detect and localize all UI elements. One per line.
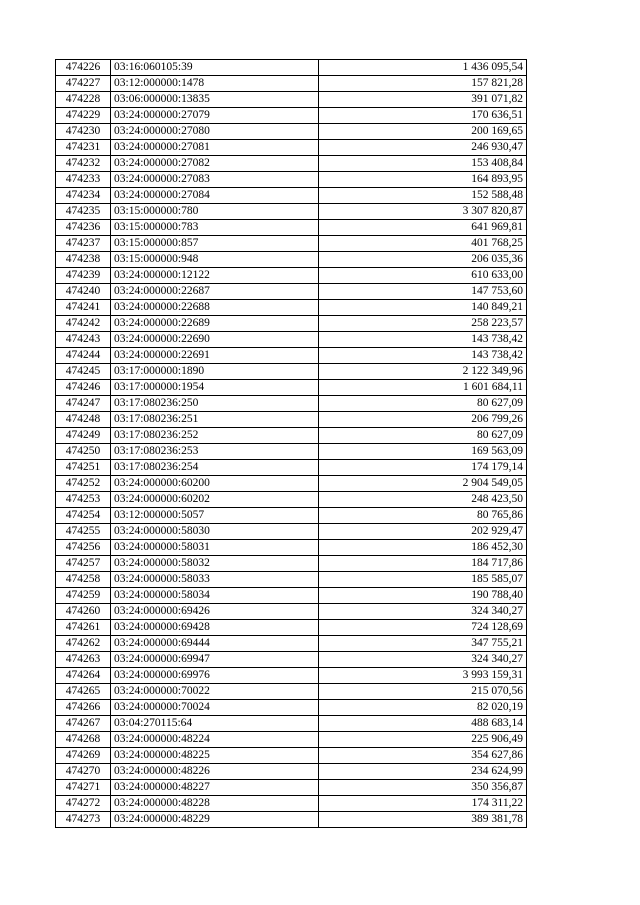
- cadastral-number-cell: 03:06:000000:13835: [111, 92, 319, 108]
- table-row: [56, 732, 527, 748]
- table-row: [56, 492, 527, 508]
- cadastral-number-cell: 03:24:000000:27084: [111, 188, 319, 204]
- cadastral-number-cell: 03:24:000000:60202: [111, 492, 319, 508]
- table-row: [56, 220, 527, 236]
- cadastral-value-cell: 354 627,86: [319, 748, 527, 764]
- row-number-cell: 474261: [56, 620, 111, 636]
- row-number-cell: 474253: [56, 492, 111, 508]
- cadastral-value-cell: 174 311,22: [319, 796, 527, 812]
- cadastral-value-cell: 190 788,40: [319, 588, 527, 604]
- cadastral-value-cell: 610 633,00: [319, 268, 527, 284]
- cadastral-value-cell: 3 993 159,31: [319, 668, 527, 684]
- table-row: [56, 268, 527, 284]
- cadastral-number-cell: 03:24:000000:48228: [111, 796, 319, 812]
- cadastral-number-cell: 03:24:000000:69947: [111, 652, 319, 668]
- row-number-cell: 474273: [56, 812, 111, 828]
- cadastral-value-cell: 324 340,27: [319, 652, 527, 668]
- cadastral-value-cell: 401 768,25: [319, 236, 527, 252]
- table-row: [56, 92, 527, 108]
- row-number-cell: 474263: [56, 652, 111, 668]
- cadastral-value-cell: 202 929,47: [319, 524, 527, 540]
- table-body: [56, 60, 527, 828]
- cadastral-number-cell: 03:24:000000:48224: [111, 732, 319, 748]
- table-row: [56, 124, 527, 140]
- row-number-cell: 474266: [56, 700, 111, 716]
- cadastral-number-cell: 03:24:000000:22687: [111, 284, 319, 300]
- cadastral-value-cell: 82 020,19: [319, 700, 527, 716]
- table-row: [56, 188, 527, 204]
- row-number-cell: 474258: [56, 572, 111, 588]
- row-number-cell: 474241: [56, 300, 111, 316]
- cadastral-value-cell: 143 738,42: [319, 332, 527, 348]
- row-number-cell: 474234: [56, 188, 111, 204]
- table-row: [56, 764, 527, 780]
- table-row: [56, 572, 527, 588]
- table-row: [56, 524, 527, 540]
- cadastral-value-cell: 234 624,99: [319, 764, 527, 780]
- cadastral-value-cell: 185 585,07: [319, 572, 527, 588]
- cadastral-number-cell: 03:24:000000:22691: [111, 348, 319, 364]
- cadastral-number-cell: 03:24:000000:48227: [111, 780, 319, 796]
- cadastral-value-cell: 140 849,21: [319, 300, 527, 316]
- table-row: [56, 380, 527, 396]
- cadastral-number-cell: 03:24:000000:69976: [111, 668, 319, 684]
- cadastral-value-cell: 488 683,14: [319, 716, 527, 732]
- table-row: [56, 204, 527, 220]
- cadastral-value-cell: 170 636,51: [319, 108, 527, 124]
- cadastral-number-cell: 03:24:000000:27083: [111, 172, 319, 188]
- cadastral-value-cell: 246 930,47: [319, 140, 527, 156]
- table-row: [56, 540, 527, 556]
- table-row: [56, 364, 527, 380]
- cadastral-number-cell: 03:24:000000:22689: [111, 316, 319, 332]
- cadastral-number-cell: 03:24:000000:22688: [111, 300, 319, 316]
- cadastral-number-cell: 03:24:000000:27080: [111, 124, 319, 140]
- cadastral-number-cell: 03:24:000000:58031: [111, 540, 319, 556]
- row-number-cell: 474227: [56, 76, 111, 92]
- cadastral-number-cell: 03:24:000000:48226: [111, 764, 319, 780]
- cadastral-number-cell: 03:24:000000:58034: [111, 588, 319, 604]
- cadastral-number-cell: 03:15:000000:948: [111, 252, 319, 268]
- cadastral-value-cell: 1 436 095,54: [319, 60, 527, 76]
- cadastral-number-cell: 03:24:000000:48229: [111, 812, 319, 828]
- row-number-cell: 474257: [56, 556, 111, 572]
- row-number-cell: 474250: [56, 444, 111, 460]
- cadastral-value-cell: 169 563,09: [319, 444, 527, 460]
- table-row: [56, 444, 527, 460]
- cadastral-number-cell: 03:15:000000:780: [111, 204, 319, 220]
- row-number-cell: 474267: [56, 716, 111, 732]
- cadastral-value-cell: 391 071,82: [319, 92, 527, 108]
- cadastral-number-cell: 03:24:000000:58030: [111, 524, 319, 540]
- cadastral-value-cell: 157 821,28: [319, 76, 527, 92]
- table-row: [56, 284, 527, 300]
- cadastral-value-cell: 2 904 549,05: [319, 476, 527, 492]
- cadastral-number-cell: 03:17:080236:252: [111, 428, 319, 444]
- cadastral-number-cell: 03:24:000000:58032: [111, 556, 319, 572]
- cadastral-value-cell: 184 717,86: [319, 556, 527, 572]
- cadastral-value-cell: 347 755,21: [319, 636, 527, 652]
- cadastral-value-cell: 258 223,57: [319, 316, 527, 332]
- row-number-cell: 474269: [56, 748, 111, 764]
- cadastral-number-cell: 03:24:000000:22690: [111, 332, 319, 348]
- table-row: [56, 156, 527, 172]
- table-row: [56, 796, 527, 812]
- row-number-cell: 474238: [56, 252, 111, 268]
- cadastral-value-cell: 248 423,50: [319, 492, 527, 508]
- cadastral-number-cell: 03:24:000000:69428: [111, 620, 319, 636]
- cadastral-number-cell: 03:24:000000:27082: [111, 156, 319, 172]
- table-row: [56, 252, 527, 268]
- cadastral-number-cell: 03:12:000000:1478: [111, 76, 319, 92]
- cadastral-value-cell: 2 122 349,96: [319, 364, 527, 380]
- row-number-cell: 474246: [56, 380, 111, 396]
- cadastral-value-cell: 324 340,27: [319, 604, 527, 620]
- cadastral-number-cell: 03:24:000000:69426: [111, 604, 319, 620]
- row-number-cell: 474228: [56, 92, 111, 108]
- row-number-cell: 474235: [56, 204, 111, 220]
- table-row: [56, 300, 527, 316]
- table-row: [56, 236, 527, 252]
- cadastral-value-cell: 80 627,09: [319, 396, 527, 412]
- cadastral-value-cell: 389 381,78: [319, 812, 527, 828]
- row-number-cell: 474242: [56, 316, 111, 332]
- table-row: [56, 396, 527, 412]
- row-number-cell: 474243: [56, 332, 111, 348]
- row-number-cell: 474264: [56, 668, 111, 684]
- row-number-cell: 474270: [56, 764, 111, 780]
- cadastral-number-cell: 03:17:080236:251: [111, 412, 319, 428]
- table-row: [56, 684, 527, 700]
- cadastral-value-cell: 206 035,36: [319, 252, 527, 268]
- cadastral-value-cell: 641 969,81: [319, 220, 527, 236]
- cadastral-number-cell: 03:24:000000:58033: [111, 572, 319, 588]
- table-row: [56, 604, 527, 620]
- row-number-cell: 474237: [56, 236, 111, 252]
- cadastral-number-cell: 03:04:270115:64: [111, 716, 319, 732]
- cadastral-value-cell: 206 799,26: [319, 412, 527, 428]
- cadastral-number-cell: 03:24:000000:60200: [111, 476, 319, 492]
- table-row: [56, 508, 527, 524]
- cadastral-value-cell: 215 070,56: [319, 684, 527, 700]
- table-row: [56, 108, 527, 124]
- cadastral-number-cell: 03:24:000000:12122: [111, 268, 319, 284]
- table-row: [56, 172, 527, 188]
- cadastral-value-cell: 174 179,14: [319, 460, 527, 476]
- table-row: [56, 348, 527, 364]
- cadastral-value-cell: 186 452,30: [319, 540, 527, 556]
- cadastral-number-cell: 03:12:000000:5057: [111, 508, 319, 524]
- cadastral-value-cell: 164 893,95: [319, 172, 527, 188]
- cadastral-value-cell: 1 601 684,11: [319, 380, 527, 396]
- row-number-cell: 474254: [56, 508, 111, 524]
- row-number-cell: 474268: [56, 732, 111, 748]
- cadastral-value-cell: 80 765,86: [319, 508, 527, 524]
- cadastral-number-cell: 03:24:000000:69444: [111, 636, 319, 652]
- row-number-cell: 474248: [56, 412, 111, 428]
- cadastral-value-cell: 147 753,60: [319, 284, 527, 300]
- cadastral-number-cell: 03:24:000000:27079: [111, 108, 319, 124]
- cadastral-value-table: [55, 59, 527, 828]
- cadastral-number-cell: 03:17:080236:253: [111, 444, 319, 460]
- table-row: [56, 412, 527, 428]
- table-row: [56, 620, 527, 636]
- cadastral-number-cell: 03:24:000000:70024: [111, 700, 319, 716]
- cadastral-value-cell: 200 169,65: [319, 124, 527, 140]
- table-row: [56, 428, 527, 444]
- cadastral-number-cell: 03:24:000000:70022: [111, 684, 319, 700]
- row-number-cell: 474232: [56, 156, 111, 172]
- cadastral-value-cell: 80 627,09: [319, 428, 527, 444]
- table-row: [56, 316, 527, 332]
- row-number-cell: 474249: [56, 428, 111, 444]
- cadastral-number-cell: 03:17:080236:250: [111, 396, 319, 412]
- table-row: [56, 460, 527, 476]
- table-row: [56, 716, 527, 732]
- table-row: [56, 332, 527, 348]
- cadastral-number-cell: 03:17:080236:254: [111, 460, 319, 476]
- cadastral-number-cell: 03:17:000000:1890: [111, 364, 319, 380]
- row-number-cell: 474259: [56, 588, 111, 604]
- row-number-cell: 474251: [56, 460, 111, 476]
- row-number-cell: 474226: [56, 60, 111, 76]
- cadastral-value-cell: 350 356,87: [319, 780, 527, 796]
- table-row: [56, 668, 527, 684]
- row-number-cell: 474231: [56, 140, 111, 156]
- table-row: [56, 636, 527, 652]
- cadastral-value-cell: 225 906,49: [319, 732, 527, 748]
- cadastral-number-cell: 03:24:000000:48225: [111, 748, 319, 764]
- row-number-cell: 474256: [56, 540, 111, 556]
- row-number-cell: 474252: [56, 476, 111, 492]
- row-number-cell: 474240: [56, 284, 111, 300]
- cadastral-number-cell: 03:15:000000:857: [111, 236, 319, 252]
- cadastral-value-cell: 724 128,69: [319, 620, 527, 636]
- row-number-cell: 474271: [56, 780, 111, 796]
- row-number-cell: 474229: [56, 108, 111, 124]
- cadastral-number-cell: 03:16:060105:39: [111, 60, 319, 76]
- cadastral-value-cell: 3 307 820,87: [319, 204, 527, 220]
- cadastral-number-cell: 03:24:000000:27081: [111, 140, 319, 156]
- table-row: [56, 76, 527, 92]
- cadastral-number-cell: 03:17:000000:1954: [111, 380, 319, 396]
- table-row: [56, 812, 527, 828]
- cadastral-value-cell: 152 588,48: [319, 188, 527, 204]
- row-number-cell: 474260: [56, 604, 111, 620]
- cadastral-value-cell: 143 738,42: [319, 348, 527, 364]
- table-row: [56, 476, 527, 492]
- row-number-cell: 474262: [56, 636, 111, 652]
- row-number-cell: 474244: [56, 348, 111, 364]
- table-row: [56, 556, 527, 572]
- row-number-cell: 474236: [56, 220, 111, 236]
- table-row: [56, 652, 527, 668]
- row-number-cell: 474272: [56, 796, 111, 812]
- table-row: [56, 140, 527, 156]
- row-number-cell: 474247: [56, 396, 111, 412]
- row-number-cell: 474245: [56, 364, 111, 380]
- row-number-cell: 474239: [56, 268, 111, 284]
- table-row: [56, 60, 527, 76]
- table-row: [56, 588, 527, 604]
- table-row: [56, 780, 527, 796]
- table-row: [56, 700, 527, 716]
- cadastral-value-cell: 153 408,84: [319, 156, 527, 172]
- row-number-cell: 474255: [56, 524, 111, 540]
- cadastral-number-cell: 03:15:000000:783: [111, 220, 319, 236]
- row-number-cell: 474230: [56, 124, 111, 140]
- row-number-cell: 474233: [56, 172, 111, 188]
- table-row: [56, 748, 527, 764]
- row-number-cell: 474265: [56, 684, 111, 700]
